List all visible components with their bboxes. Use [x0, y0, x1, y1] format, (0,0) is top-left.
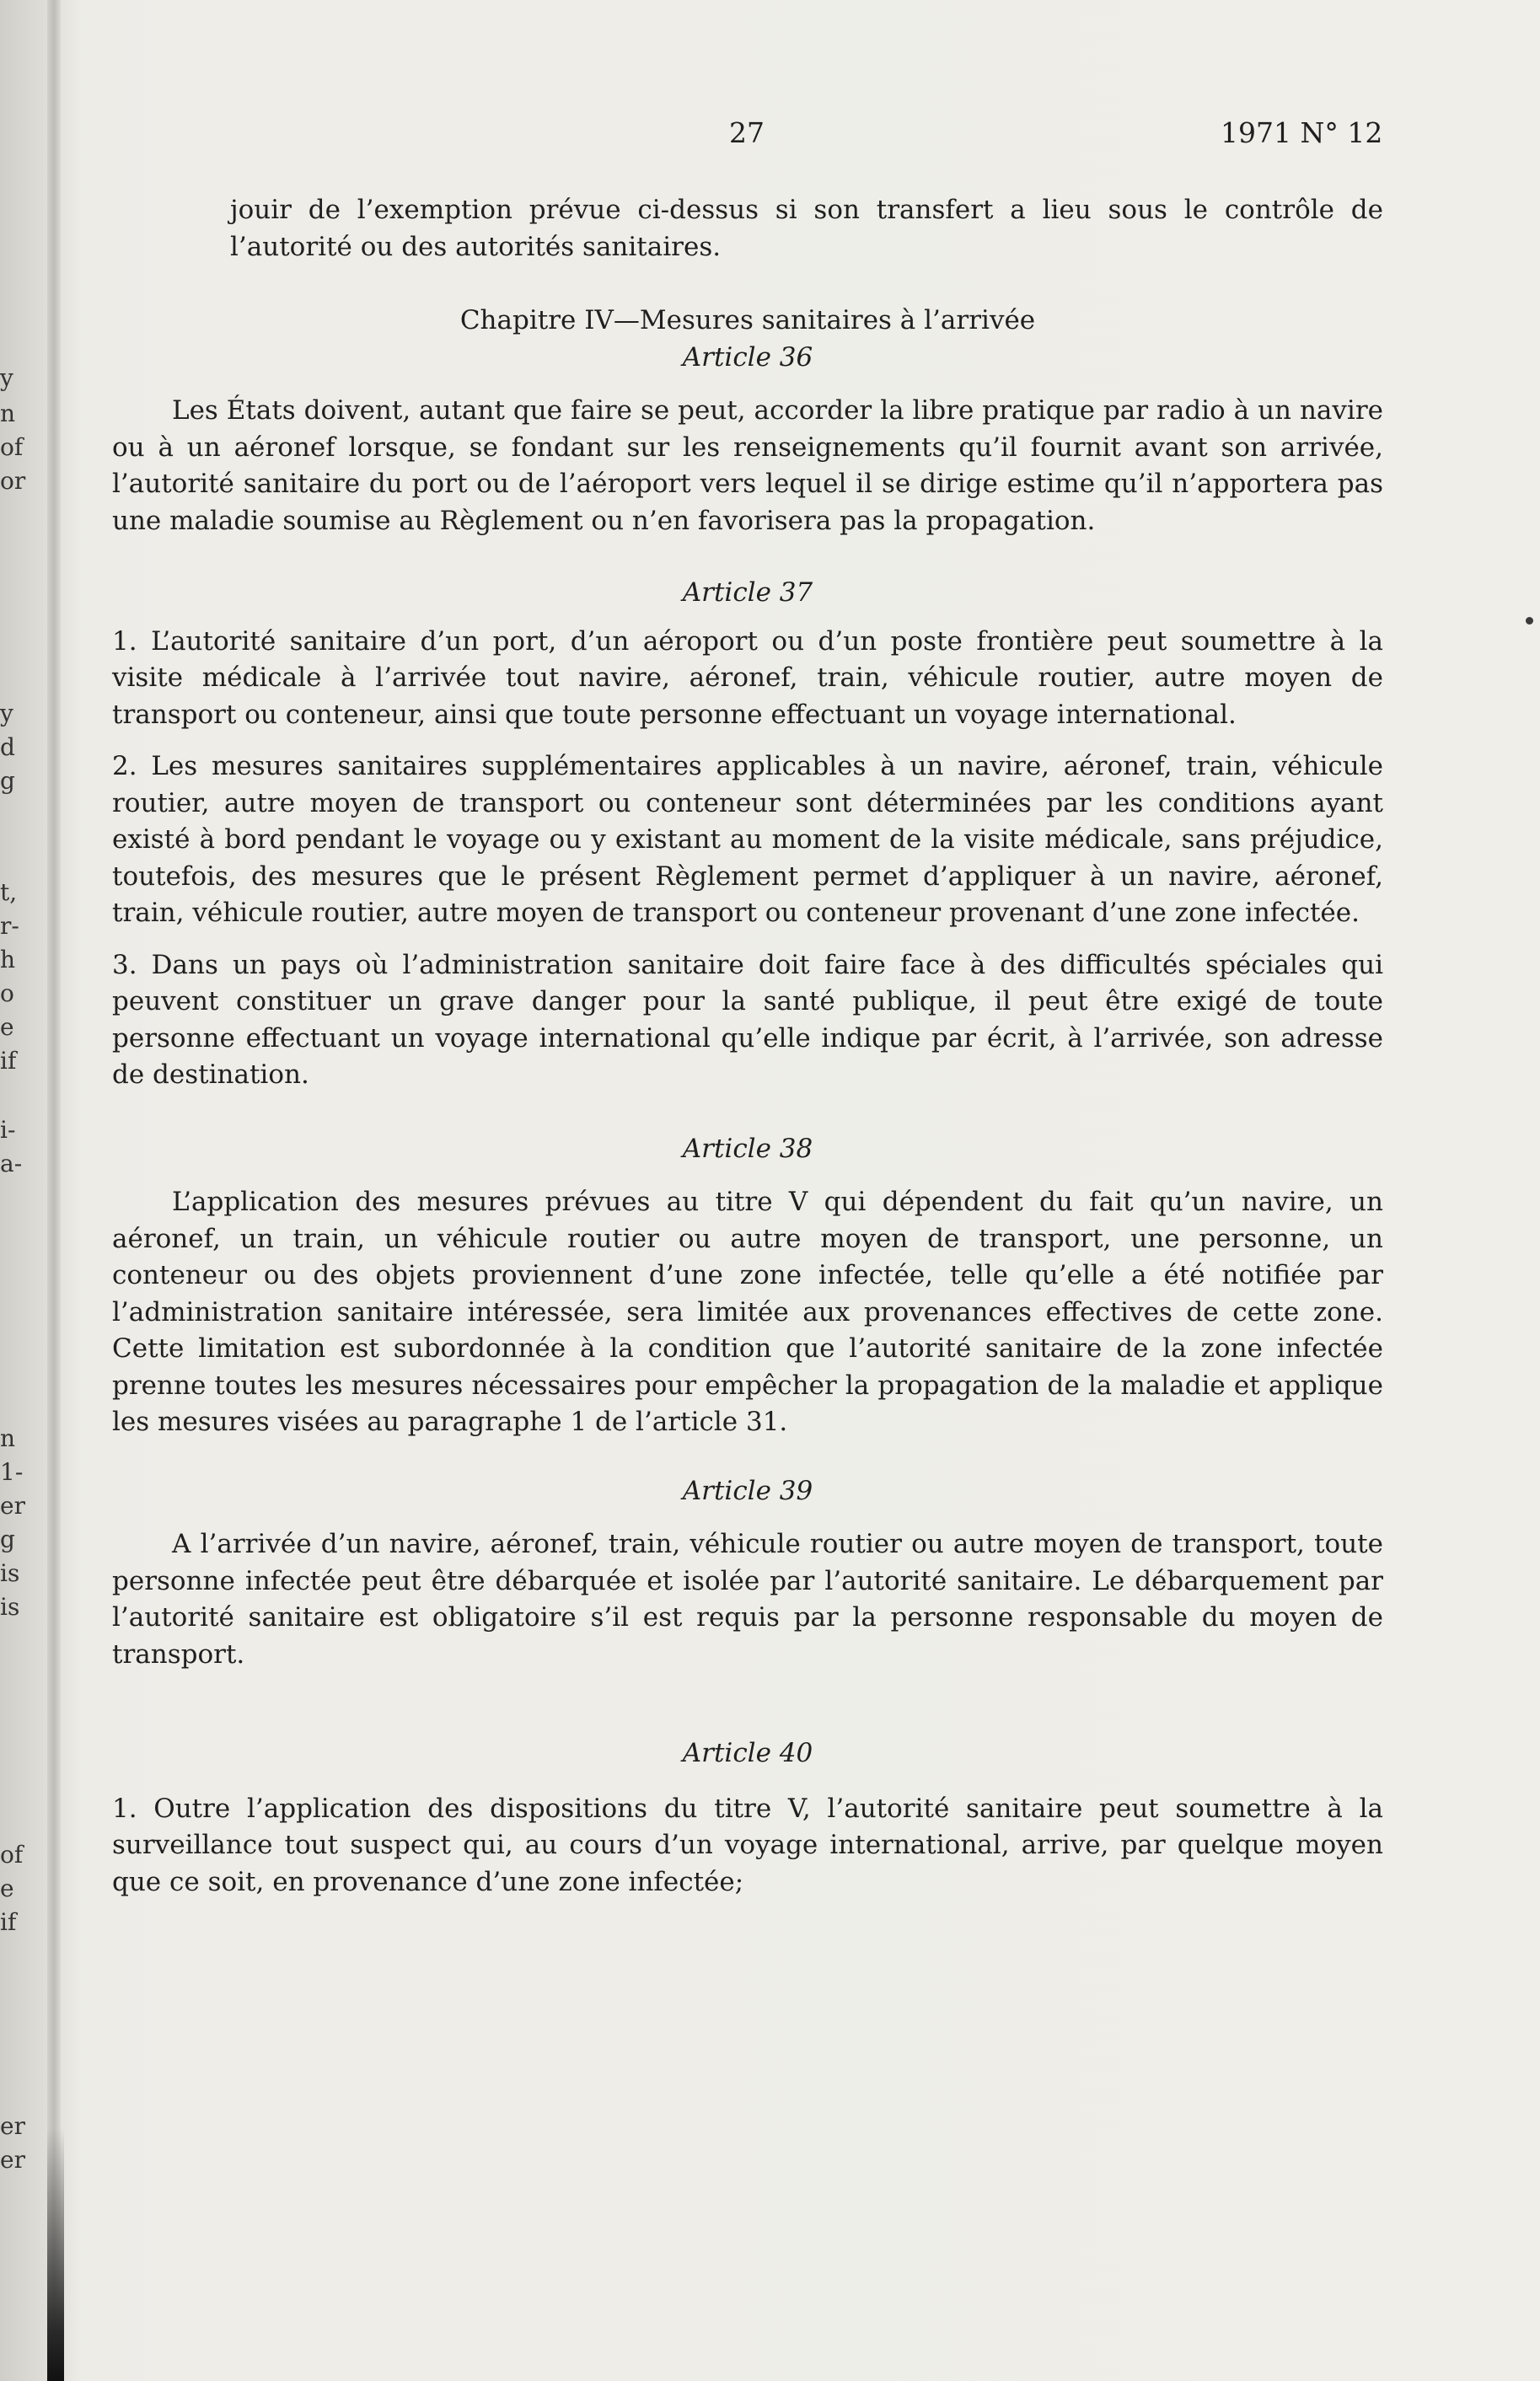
margin-fragment: i-	[0, 1116, 16, 1144]
article-39-text: A l’arrivée d’un navire, aéronef, train, véhicule routier ou autre moyen de transport, toute personne infectée peut être débarquée et isolée par l’autorité sanitaire. Le débarquement par l’autorité sanitaire est obligatoire s’il est requis par la personne responsable du moyen de transport.	[112, 1529, 1383, 1670]
margin-fragment: h	[0, 946, 16, 973]
document-body	[112, 192, 1383, 1901]
page-number: 27	[729, 116, 765, 149]
article-39-title: Article 39	[682, 1475, 813, 1506]
margin-fragment: r-	[0, 912, 19, 940]
margin-fragment: t,	[0, 878, 18, 906]
article-37-title: Article 37	[682, 577, 813, 608]
article-38-text: L’application des mesures prévues au titre V qui dépendent du fait qu’un navire, un aéronef, un train, un véhicule routier ou autre moyen de transport, une personne, un conteneur ou des objets proviennent d’une zone infectée, telle qu’elle a été notifiée par l’administration sanitaire intéressée, sera limitée aux provenances effectives de cette zone. Cette limitation est subordonnée à la condition que l’autorité sanitaire de la zone infectée prenne toutes les mesures nécessaires pour empêcher la propagation de la maladie et applique les mesures visées au paragraphe 1 de l’article 31.	[112, 1187, 1383, 1437]
margin-fragment: er	[0, 2146, 25, 2174]
article-38-title: Article 38	[682, 1133, 813, 1164]
margin-fragment: er	[0, 2112, 25, 2140]
margin-fragment: is	[0, 1559, 20, 1587]
margin-dot	[1526, 617, 1533, 625]
margin-fragment: e	[0, 1874, 14, 1902]
binding-edge	[47, 2128, 64, 2381]
article-36-text: Les États doivent, autant que faire se peut, accorder la libre pratique par radio à un navire ou à un aéronef lorsque, se fondant sur les renseignements qu’il fournit avant son arrivée, l’autorité sanitaire du port ou de l’aéroport vers lequel il se dirige estime qu’il n’apportera pas une maladie soumise au Règlement ou n’en favorisera pas la propagation.	[112, 395, 1383, 536]
binding-shadow	[47, 0, 61, 2381]
margin-fragment: if	[0, 1047, 17, 1075]
margin-fragment: is	[0, 1593, 20, 1621]
chapter-title: Chapitre IV—Mesures sanitaires à l’arrivée	[459, 305, 1036, 335]
margin-fragment: n	[0, 400, 16, 427]
margin-fragment: of	[0, 433, 24, 461]
article-37-paragraph-2: 2. Les mesures sanitaires supplémentaires applicables à un navire, aéronef, train, véhicule routier, autre moyen de transport ou conteneur sont déterminées par les conditions ayant existé à bord pendant le voyage ou y existant au moment de la visite médicale, sans préjudice, toutefois, des mesures que le présent Règlement permet d’appliquer à un navire, aéronef, train, véhicule routier, autre moyen de transport ou conteneur provenant d’une zone infectée.	[112, 751, 1383, 928]
article-40-paragraph-1: 1. Outre l’application des dispositions du titre V, l’autorité sanitaire peut soumettre à la surveillance tout suspect qui, au cours d’un voyage international, arrive, par quelque moyen que ce soit, en provenance d’une zone infectée;	[112, 1793, 1383, 1897]
article-40-title: Article 40	[682, 1738, 813, 1768]
margin-fragment: a-	[0, 1150, 23, 1177]
margin-fragment: if	[0, 1908, 17, 1936]
margin-fragment: y	[0, 700, 13, 727]
document-reference: 1971 N° 12	[1221, 116, 1383, 149]
margin-fragment: n	[0, 1424, 16, 1452]
margin-fragment: o	[0, 979, 14, 1007]
book-spine	[0, 0, 78, 2381]
margin-fragment: y	[0, 364, 13, 392]
margin-fragment: or	[0, 467, 26, 495]
margin-fragment: g	[0, 767, 15, 795]
article-36-title: Article 36	[682, 341, 813, 373]
intro-paragraph: jouir de l’exemption prévue ci-dessus si son transfert a lieu sous le contrôle de l’autorité ou des autorités sanitaires.	[230, 195, 1383, 262]
margin-fragment: d	[0, 733, 15, 761]
margin-fragment: g	[0, 1526, 15, 1553]
article-37-paragraph-3: 3. Dans un pays où l’administration sanitaire doit faire face à des difficultés spéciales qui peuvent constituer un grave danger pour la santé publique, il peut être exigé de toute personne effectuant un voyage international qu’elle indique par écrit, à l’arrivée, son adresse de destination.	[112, 949, 1383, 1090]
article-37-paragraph-1: 1. L’autorité sanitaire d’un port, d’un aéroport ou d’un poste frontière peut soumettre à la visite médicale à l’arrivée tout navire, aéronef, train, véhicule routier, autre moyen de transport ou conteneur, ainsi que toute personne effectuant un voyage international.	[112, 625, 1383, 730]
margin-fragment: e	[0, 1013, 14, 1041]
margin-fragment: of	[0, 1841, 24, 1869]
margin-fragment: 1-	[0, 1458, 24, 1486]
margin-fragment: er	[0, 1492, 25, 1520]
